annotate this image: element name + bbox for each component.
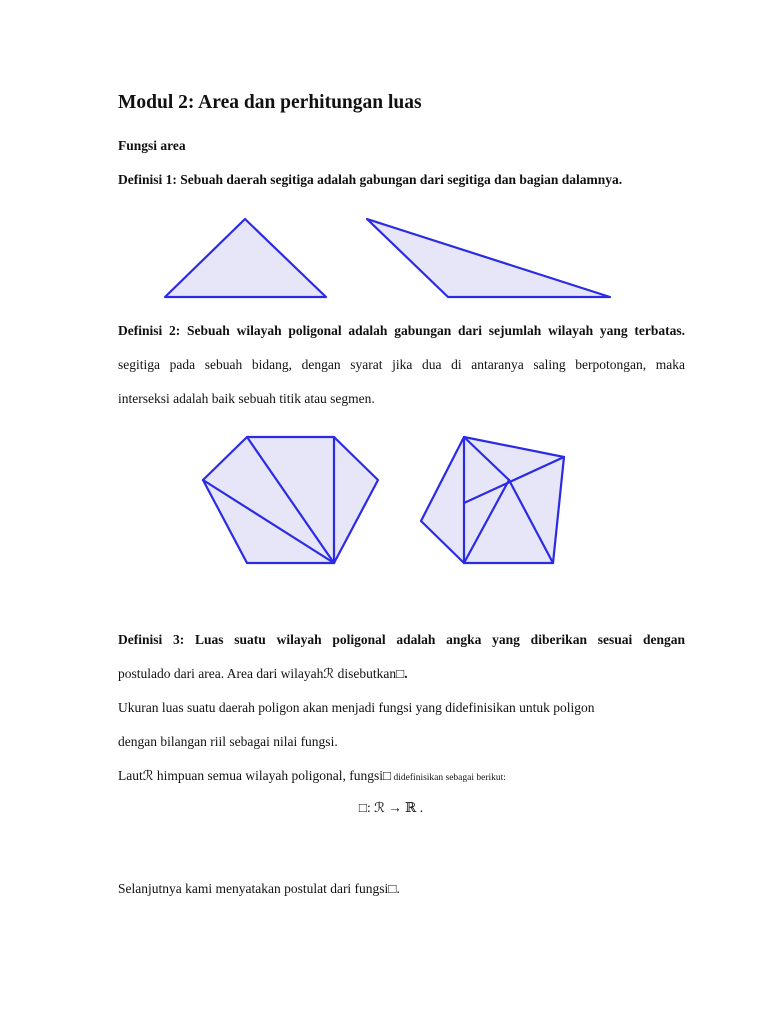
definition-3-line-4: dengan bilangan riil sebagai nilai fungsi.: [118, 734, 338, 749]
definition-2: [118, 314, 685, 416]
definition-3: [118, 623, 685, 793]
region-symbol: ℛ: [142, 768, 154, 783]
section-subheading: Fungsi area: [118, 138, 186, 153]
triangle-1: [165, 219, 326, 297]
triangle-2: [367, 219, 610, 297]
definition-3-line-2: postulado dari area. Area dari wilayahℛ disebutkan□.: [118, 666, 408, 681]
triangles-figure: [150, 210, 630, 305]
box-glyph-icon: □: [388, 881, 397, 896]
definition-2-line-3: interseksi adalah baik sebuah titik atau segmen.: [118, 391, 375, 406]
definition-3-line-5: Lautℛ himpuan semua wilayah poligonal, fungsi□ didefinisikan sebagai berikut:: [118, 768, 506, 783]
definition-2-line-2: segitiga pada sebuah bidang, dengan syarat jika dua di antaranya saling berpotongan, maka: [118, 357, 685, 372]
box-glyph-icon: □: [383, 768, 392, 783]
definition-2-line-1: Definisi 2: Sebuah wilayah poligonal adalah gabungan dari sejumlah wilayah yang terbatas.: [118, 323, 685, 338]
pentagon-region: [421, 437, 564, 563]
closing-sentence: Selanjutnya kami menyatakan postulat dari fungsi□.: [118, 881, 400, 896]
polygonal-regions-figure: [195, 428, 575, 573]
region-symbol: ℛ: [323, 666, 335, 681]
definition-3-line-3: Ukuran luas suatu daerah poligon akan menjadi fungsi yang didefinisikan untuk poligon: [118, 700, 595, 715]
hexagon-region: [203, 437, 378, 563]
definition-3-line-1: Definisi 3: Luas suatu wilayah poligonal adalah angka yang diberikan sesuai dengan: [118, 632, 685, 647]
box-glyph-icon: □: [396, 666, 405, 681]
page-title: Modul 2: Area dan perhitungan luas: [118, 92, 422, 113]
definition-1: Definisi 1: Sebuah daerah segitiga adalah gabungan dari segitiga dan bagian dalamnya.: [118, 172, 623, 187]
function-formula: □: ℛ → ℝ .: [358, 800, 424, 815]
